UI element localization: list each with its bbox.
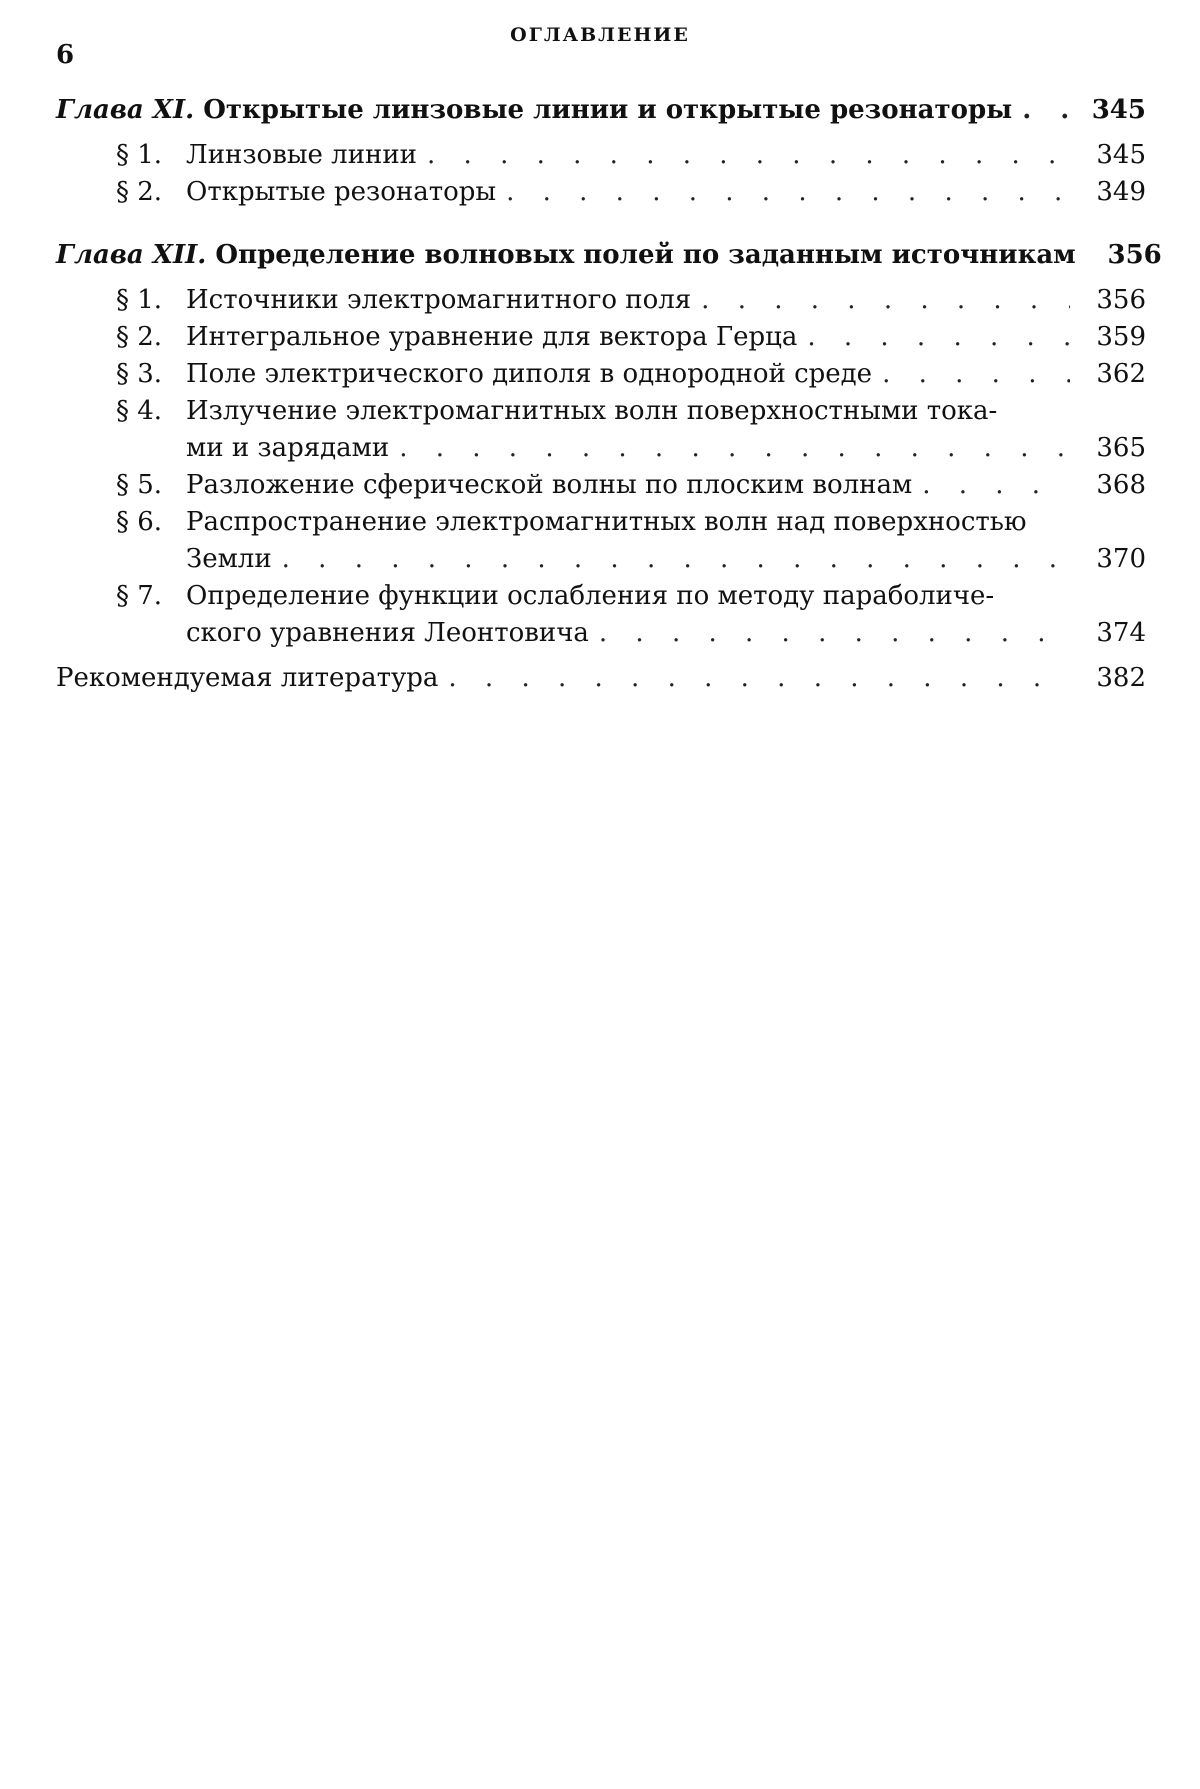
dot-leader — [1022, 92, 1070, 129]
page-ref: 345 — [1082, 137, 1146, 174]
chapter-label: Глава XII. — [56, 237, 206, 274]
section-title: Линзовые линии — [186, 137, 417, 174]
toc-section-continuation[interactable] — [56, 430, 1146, 467]
toc-section[interactable] — [56, 467, 1146, 504]
section-title: Открытые резонаторы — [186, 174, 496, 211]
toc-references[interactable] — [56, 660, 1146, 697]
toc-section[interactable] — [56, 578, 1146, 615]
page-ref: 365 — [1082, 430, 1146, 467]
section-number: § 4. — [116, 393, 186, 430]
page-number: 6 — [56, 40, 74, 70]
section-number: § 6. — [116, 504, 186, 541]
page-ref: 359 — [1082, 319, 1146, 356]
dot-leader — [282, 541, 1070, 578]
section-title: Определение функции ослабления по методу параболиче- — [186, 578, 994, 615]
toc-section[interactable] — [56, 174, 1146, 211]
page-ref: 370 — [1082, 541, 1146, 578]
dot-leader — [399, 430, 1070, 467]
section-title: Разложение сферической волны по плоским волнам — [186, 467, 912, 504]
table-of-contents — [56, 92, 1146, 697]
toc-section[interactable] — [56, 356, 1146, 393]
section-number: § 7. — [116, 578, 186, 615]
toc-section-continuation[interactable] — [56, 615, 1146, 652]
dot-leader — [599, 615, 1070, 652]
toc-chapter-12[interactable] — [56, 237, 1146, 274]
references-title: Рекомендуемая литература — [56, 660, 438, 697]
section-number: § 5. — [116, 467, 186, 504]
toc-section[interactable] — [56, 319, 1146, 356]
section-number: § 3. — [116, 356, 186, 393]
section-number: § 2. — [116, 174, 186, 211]
toc-section[interactable] — [56, 393, 1146, 430]
dot-leader — [701, 282, 1070, 319]
dot-leader — [882, 356, 1070, 393]
toc-chapter-11[interactable] — [56, 92, 1146, 129]
section-title-continued: Земли — [186, 541, 272, 578]
section-title-continued: ми и зарядами — [186, 430, 389, 467]
section-title: Источники электромагнитного поля — [186, 282, 691, 319]
section-title: Поле электрического диполя в однородной среде — [186, 356, 872, 393]
dot-leader — [922, 467, 1070, 504]
toc-section[interactable] — [56, 504, 1146, 541]
page-ref: 374 — [1082, 615, 1146, 652]
dot-leader — [427, 137, 1070, 174]
section-title: Излучение электромагнитных волн поверхностными тока- — [186, 393, 997, 430]
page-ref: 382 — [1082, 660, 1146, 697]
dot-leader — [506, 174, 1070, 211]
dot-leader — [448, 660, 1070, 697]
page-ref: 349 — [1082, 174, 1146, 211]
running-title: ОГЛАВЛЕНИЕ — [0, 24, 1200, 46]
section-title: Интегральное уравнение для вектора Герца — [186, 319, 797, 356]
section-title-continued: ского уравнения Леонтовича — [186, 615, 589, 652]
chapter-label: Глава XI. — [56, 92, 194, 129]
section-number: § 2. — [116, 319, 186, 356]
toc-section-continuation[interactable] — [56, 541, 1146, 578]
chapter-title: Открытые линзовые линии и открытые резонаторы — [203, 92, 1012, 129]
page-ref: 362 — [1082, 356, 1146, 393]
page-ref: 368 — [1082, 467, 1146, 504]
section-number: § 1. — [116, 137, 186, 174]
page-ref: 356 — [1098, 237, 1162, 274]
dot-leader — [807, 319, 1070, 356]
section-title: Распространение электромагнитных волн над поверхностью — [186, 504, 1027, 541]
toc-section[interactable] — [56, 282, 1146, 319]
page-ref: 345 — [1082, 92, 1146, 129]
chapter-title: Определение волновых полей по заданным источникам — [215, 237, 1075, 274]
page-ref: 356 — [1082, 282, 1146, 319]
toc-section[interactable] — [56, 137, 1146, 174]
section-number: § 1. — [116, 282, 186, 319]
